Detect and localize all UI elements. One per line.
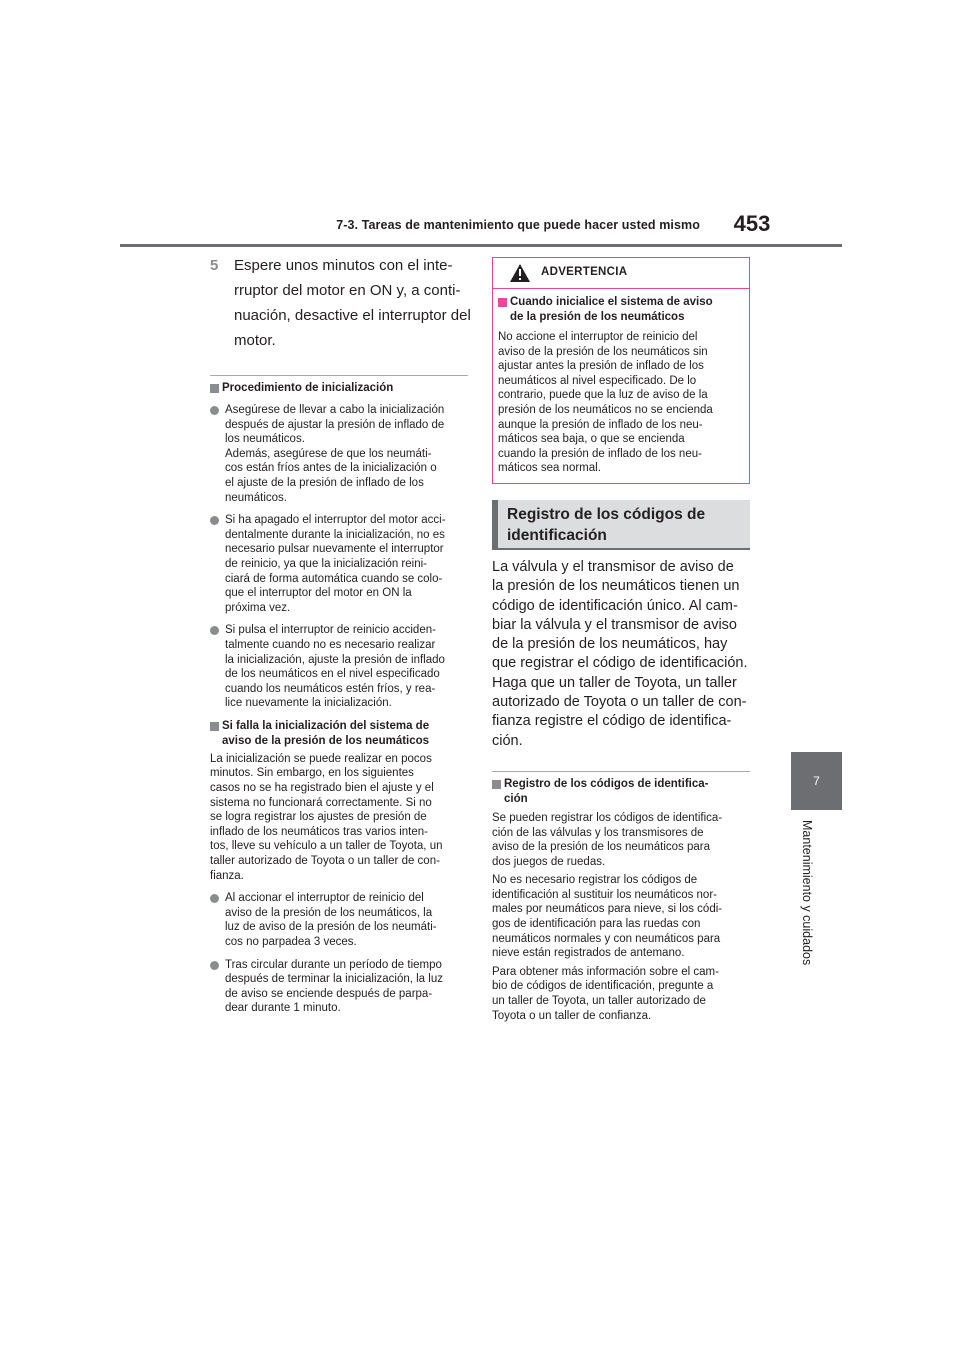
text-line: Si pulsa el interruptor de reinicio acciden- — [225, 624, 436, 637]
text-line: máticos sea baja, o que se encienda — [498, 433, 685, 446]
round-bullet-icon — [210, 626, 219, 635]
section-divider — [492, 771, 750, 772]
bullet-text — [225, 623, 468, 711]
paragraph — [492, 873, 750, 961]
text-line: el ajuste de la presión de inflado de los — [225, 476, 424, 489]
text-line: Tras circular durante un período de tiempo — [225, 958, 442, 971]
step-text — [234, 253, 471, 353]
text-line: Al accionar el interruptor de reinicio del — [225, 892, 424, 905]
text-line: Para obtener más información sobre el cam- — [492, 965, 719, 978]
text-line: cos no parpadea 3 veces. — [225, 936, 357, 948]
bullet-item — [210, 513, 468, 615]
text-line: Se pueden registrar los códigos de identifica- — [492, 811, 723, 824]
bullet-item — [210, 623, 468, 711]
text-line: autorizado de Toyota o un taller de con- — [492, 694, 747, 711]
text-line: de reinicio, ya que la inicialización reini- — [225, 557, 427, 570]
round-bullet-icon — [210, 894, 219, 903]
text-line: Registro de los códigos de identifica- — [504, 777, 709, 790]
chapter-section-title: 7-3. Tareas de mantenimiento que puede hacer usted mismo — [336, 218, 700, 232]
text-line: de la presión de los neumáticos, hay — [492, 636, 728, 653]
text-line: aviso de la presión de los neumáticos para — [492, 841, 710, 854]
chapter-tab[interactable] — [791, 752, 842, 810]
text-line: después de ajustar la presión de inflado de — [225, 418, 445, 431]
bullet-text — [225, 958, 468, 1016]
text-line: cos están fríos antes de la inicialización o — [225, 462, 437, 475]
section-title — [507, 504, 750, 546]
header-divider — [120, 244, 842, 247]
square-bullet-icon — [492, 780, 501, 789]
bullet-item — [210, 958, 468, 1016]
text-line: necesario pulsar nuevamente el interruptor — [225, 543, 444, 556]
text-line: ción. — [492, 732, 523, 749]
section-title-box — [492, 500, 750, 550]
bullet-text — [225, 891, 468, 949]
text-line: sistema no funcionará correctamente. Si no — [210, 796, 432, 809]
text-line: la inicialización, ajuste la presión de inflado — [225, 653, 445, 666]
text-line: taller autorizado de Toyota o un taller de con- — [210, 855, 440, 868]
warning-box — [492, 257, 750, 484]
text-line: de aviso se enciende después de parpa- — [225, 987, 433, 1000]
text-line: luz de aviso de la presión de los neumáti- — [225, 921, 437, 934]
paragraph — [210, 752, 468, 883]
step-5 — [210, 253, 471, 353]
text-line: rruptor del motor en ON y, a conti- — [234, 282, 461, 299]
round-bullet-icon — [210, 516, 219, 525]
text-line: nuación, desactive el interruptor del — [234, 307, 471, 324]
text-line: No accione el interruptor de reinicio del — [498, 331, 698, 343]
square-bullet-icon — [498, 298, 507, 307]
text-line: los neumáticos. — [225, 433, 305, 446]
text-line: de la presión de los neumáticos — [510, 311, 685, 323]
text-line: Registro de los códigos de — [507, 505, 706, 523]
text-line: dos juegos de ruedas. — [492, 855, 606, 868]
warning-header — [493, 258, 749, 289]
subsection-heading — [492, 777, 750, 807]
section-heading-si-falla — [210, 719, 468, 749]
text-line: presión de los neumáticos no se encienda — [498, 403, 713, 416]
text-line: la presión de los neumáticos tienen un — [492, 578, 740, 595]
text-line: código de identificación único. Al cam- — [492, 597, 738, 614]
text-line: aviso de la presión de los neumáticos, la — [225, 906, 433, 919]
text-line: de los neumáticos en el nivel especificado — [225, 668, 440, 681]
round-bullet-icon — [210, 406, 219, 415]
round-bullet-icon — [210, 961, 219, 970]
text-line: Asegúrese de llevar a cabo la inicialización — [225, 404, 445, 416]
text-line: La inicialización se puede realizar en pocos — [210, 752, 432, 765]
section-heading-procedimiento: Procedimiento de inicialización — [210, 381, 468, 396]
page-number: 453 — [733, 211, 771, 236]
bullet-text — [225, 403, 468, 505]
text-line: Espere unos minutos con el inte- — [234, 257, 453, 274]
text-line: nieve están registrados de antemano. — [492, 947, 685, 960]
warning-title: ADVERTENCIA — [541, 266, 628, 278]
text-line: ciará de forma automática cuando se colo- — [225, 572, 443, 585]
text-line: contrario, puede que la luz de aviso de la — [498, 389, 708, 402]
text-line: se logra registrar los ajustes de presión de — [210, 811, 427, 824]
text-line: próxima vez. — [225, 601, 291, 614]
text-line: talmente cuando no es necesario realizar — [225, 638, 436, 651]
text-line: después de terminar la inicialización, la luz — [225, 973, 443, 986]
text-line: Además, asegúrese de que los neumáti- — [225, 447, 432, 460]
text-line: Si falla la inicialización del sistema de — [222, 719, 430, 732]
text-line: dentalmente durante la inicialización, no es — [225, 528, 445, 541]
text-line: fianza registre el código de identifica- — [492, 713, 732, 730]
text-line: identificación al sustituir los neumáticos nor- — [492, 888, 717, 901]
text-line: neumáticos. — [225, 491, 288, 504]
text-line: minutos. Sin embargo, en los siguientes — [210, 767, 414, 780]
square-bullet-icon — [210, 722, 219, 731]
text-line: bio de códigos de identificación, pregunte a — [492, 980, 714, 993]
chapter-number: 7 — [813, 774, 820, 788]
text-line: motor. — [234, 332, 276, 349]
text-line: gos de identificación para las ruedas con — [492, 918, 701, 931]
text-line: No es necesario registrar los códigos de — [492, 874, 698, 887]
text-line: La válvula y el transmisor de aviso de — [492, 558, 734, 575]
text-line: neumáticos al nivel especificado. De lo — [498, 374, 697, 387]
text-line: tos, lleve su vehículo a un taller de Toyota, un — [210, 840, 443, 853]
chapter-side-label: Mantenimiento y cuidados — [800, 820, 814, 966]
text-line: neumáticos normales y con neumáticos para — [492, 932, 721, 945]
warning-triangle-icon — [509, 263, 531, 283]
text-line: Si ha apagado el interruptor del motor acci- — [225, 514, 446, 527]
intro-paragraph — [492, 558, 750, 751]
text-line: casos no se ha registrado bien el ajuste y el — [210, 782, 434, 795]
text-line: aunque la presión de inflado de los neu- — [498, 418, 703, 431]
text-line: cuando los neumáticos estén fríos, y rea- — [225, 682, 436, 695]
text-line: aviso de la presión de los neumáticos sin — [498, 345, 708, 358]
paragraph — [492, 965, 750, 1023]
text-line: Cuando inicialice el sistema de aviso — [510, 296, 713, 308]
text-line: que registrar el código de identificación. — [492, 655, 748, 672]
warning-text — [498, 330, 744, 476]
text-line: fianza. — [210, 869, 244, 882]
text-line: males por neumáticos para nieve, si los códi- — [492, 903, 723, 916]
text-line: Toyota o un taller de confianza. — [492, 1009, 652, 1022]
text-line: Haga que un taller de Toyota, un taller — [492, 674, 737, 691]
bullet-item — [210, 403, 468, 505]
text-line: identificación — [507, 526, 607, 544]
warning-body — [493, 289, 749, 483]
text-line: ajustar antes la presión de inflado de los — [498, 360, 704, 373]
text-line: inflado de los neumáticos tras varios inten- — [210, 825, 428, 838]
text-line: cuando la presión de inflado de los neu- — [498, 447, 702, 460]
bullet-text — [225, 513, 468, 615]
right-column — [492, 250, 750, 1023]
text-line: máticos sea normal. — [498, 462, 601, 475]
text-line: que el interruptor del motor en ON la — [225, 587, 412, 600]
warning-heading — [498, 295, 744, 325]
section-divider — [210, 375, 468, 376]
text-line: biar la válvula y el transmisor de aviso — [492, 616, 737, 633]
paragraph — [492, 811, 750, 869]
left-column — [210, 250, 471, 1016]
text-line: dear durante 1 minuto. — [225, 1002, 341, 1015]
text-line: lice nuevamente la inicialización. — [225, 697, 392, 710]
text-line: un taller de Toyota, un taller autorizado de — [492, 995, 706, 1008]
square-bullet-icon — [210, 384, 219, 393]
step-number: 5 — [210, 257, 219, 274]
bullet-item — [210, 891, 468, 949]
text-line: aviso de la presión de los neumáticos — [222, 734, 430, 747]
text-line: ción — [504, 792, 528, 805]
text-line: ción de las válvulas y los transmisores de — [492, 826, 704, 839]
